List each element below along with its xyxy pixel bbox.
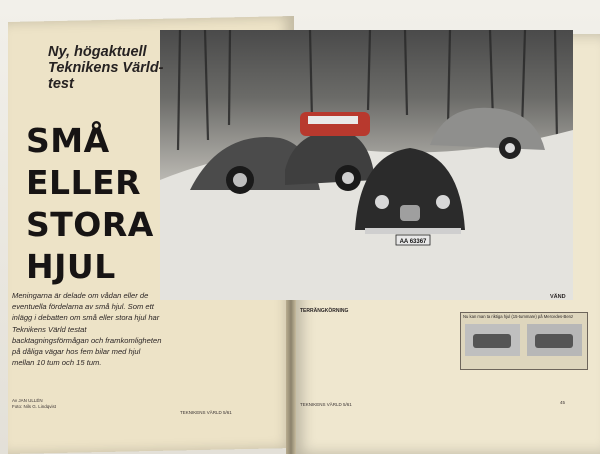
- byline-photo: Foto: Nils G. Lindqvist: [12, 404, 57, 409]
- section-subhead: TERRÄNGKÖRNING: [300, 308, 349, 314]
- right-column-1: [300, 310, 372, 390]
- headline-line-3: STORA HJUL: [26, 205, 154, 286]
- article-byline: [12, 398, 56, 410]
- left-body-text: [156, 304, 284, 404]
- byline-author: Av JAN ULLÉN: [12, 398, 43, 403]
- headline-line-1: SMÅ: [26, 121, 110, 160]
- mercedes-photo-box: [460, 312, 588, 370]
- right-footer: TEKNIKENS VÄRLD 5/61: [300, 402, 352, 407]
- right-column-2: [378, 310, 454, 390]
- article-kicker: Ny, högaktuell Teknikens Värld-test: [48, 44, 164, 92]
- page-number: 45: [560, 400, 566, 405]
- license-plate-text: AA 63367: [399, 239, 427, 245]
- headline-line-2: ELLER: [26, 163, 142, 202]
- mercedes-caption: Nu kan man ta riktiga hjul (15-tummare) på Mercedes-Benz: [463, 314, 574, 319]
- left-footer: TEKNIKENS VÄRLD 5/61: [180, 410, 232, 415]
- article-headline: [26, 120, 226, 288]
- turn-page-label: VÄND: [550, 294, 566, 300]
- red-mini-car: [300, 112, 370, 136]
- mercedes-thumbnails: [461, 320, 587, 360]
- article-intro: Meningarna är delade om vådan eller de eventuella fördelarna av små hjul. Som ett inlägg i debatten om små eller stora hjul har Teknikens Värld testat backtagningsförmågan och framkomligheten på dåliga vägar hos fem bilar med hjul mellan 10 tum och 15 tum.: [12, 291, 162, 368]
